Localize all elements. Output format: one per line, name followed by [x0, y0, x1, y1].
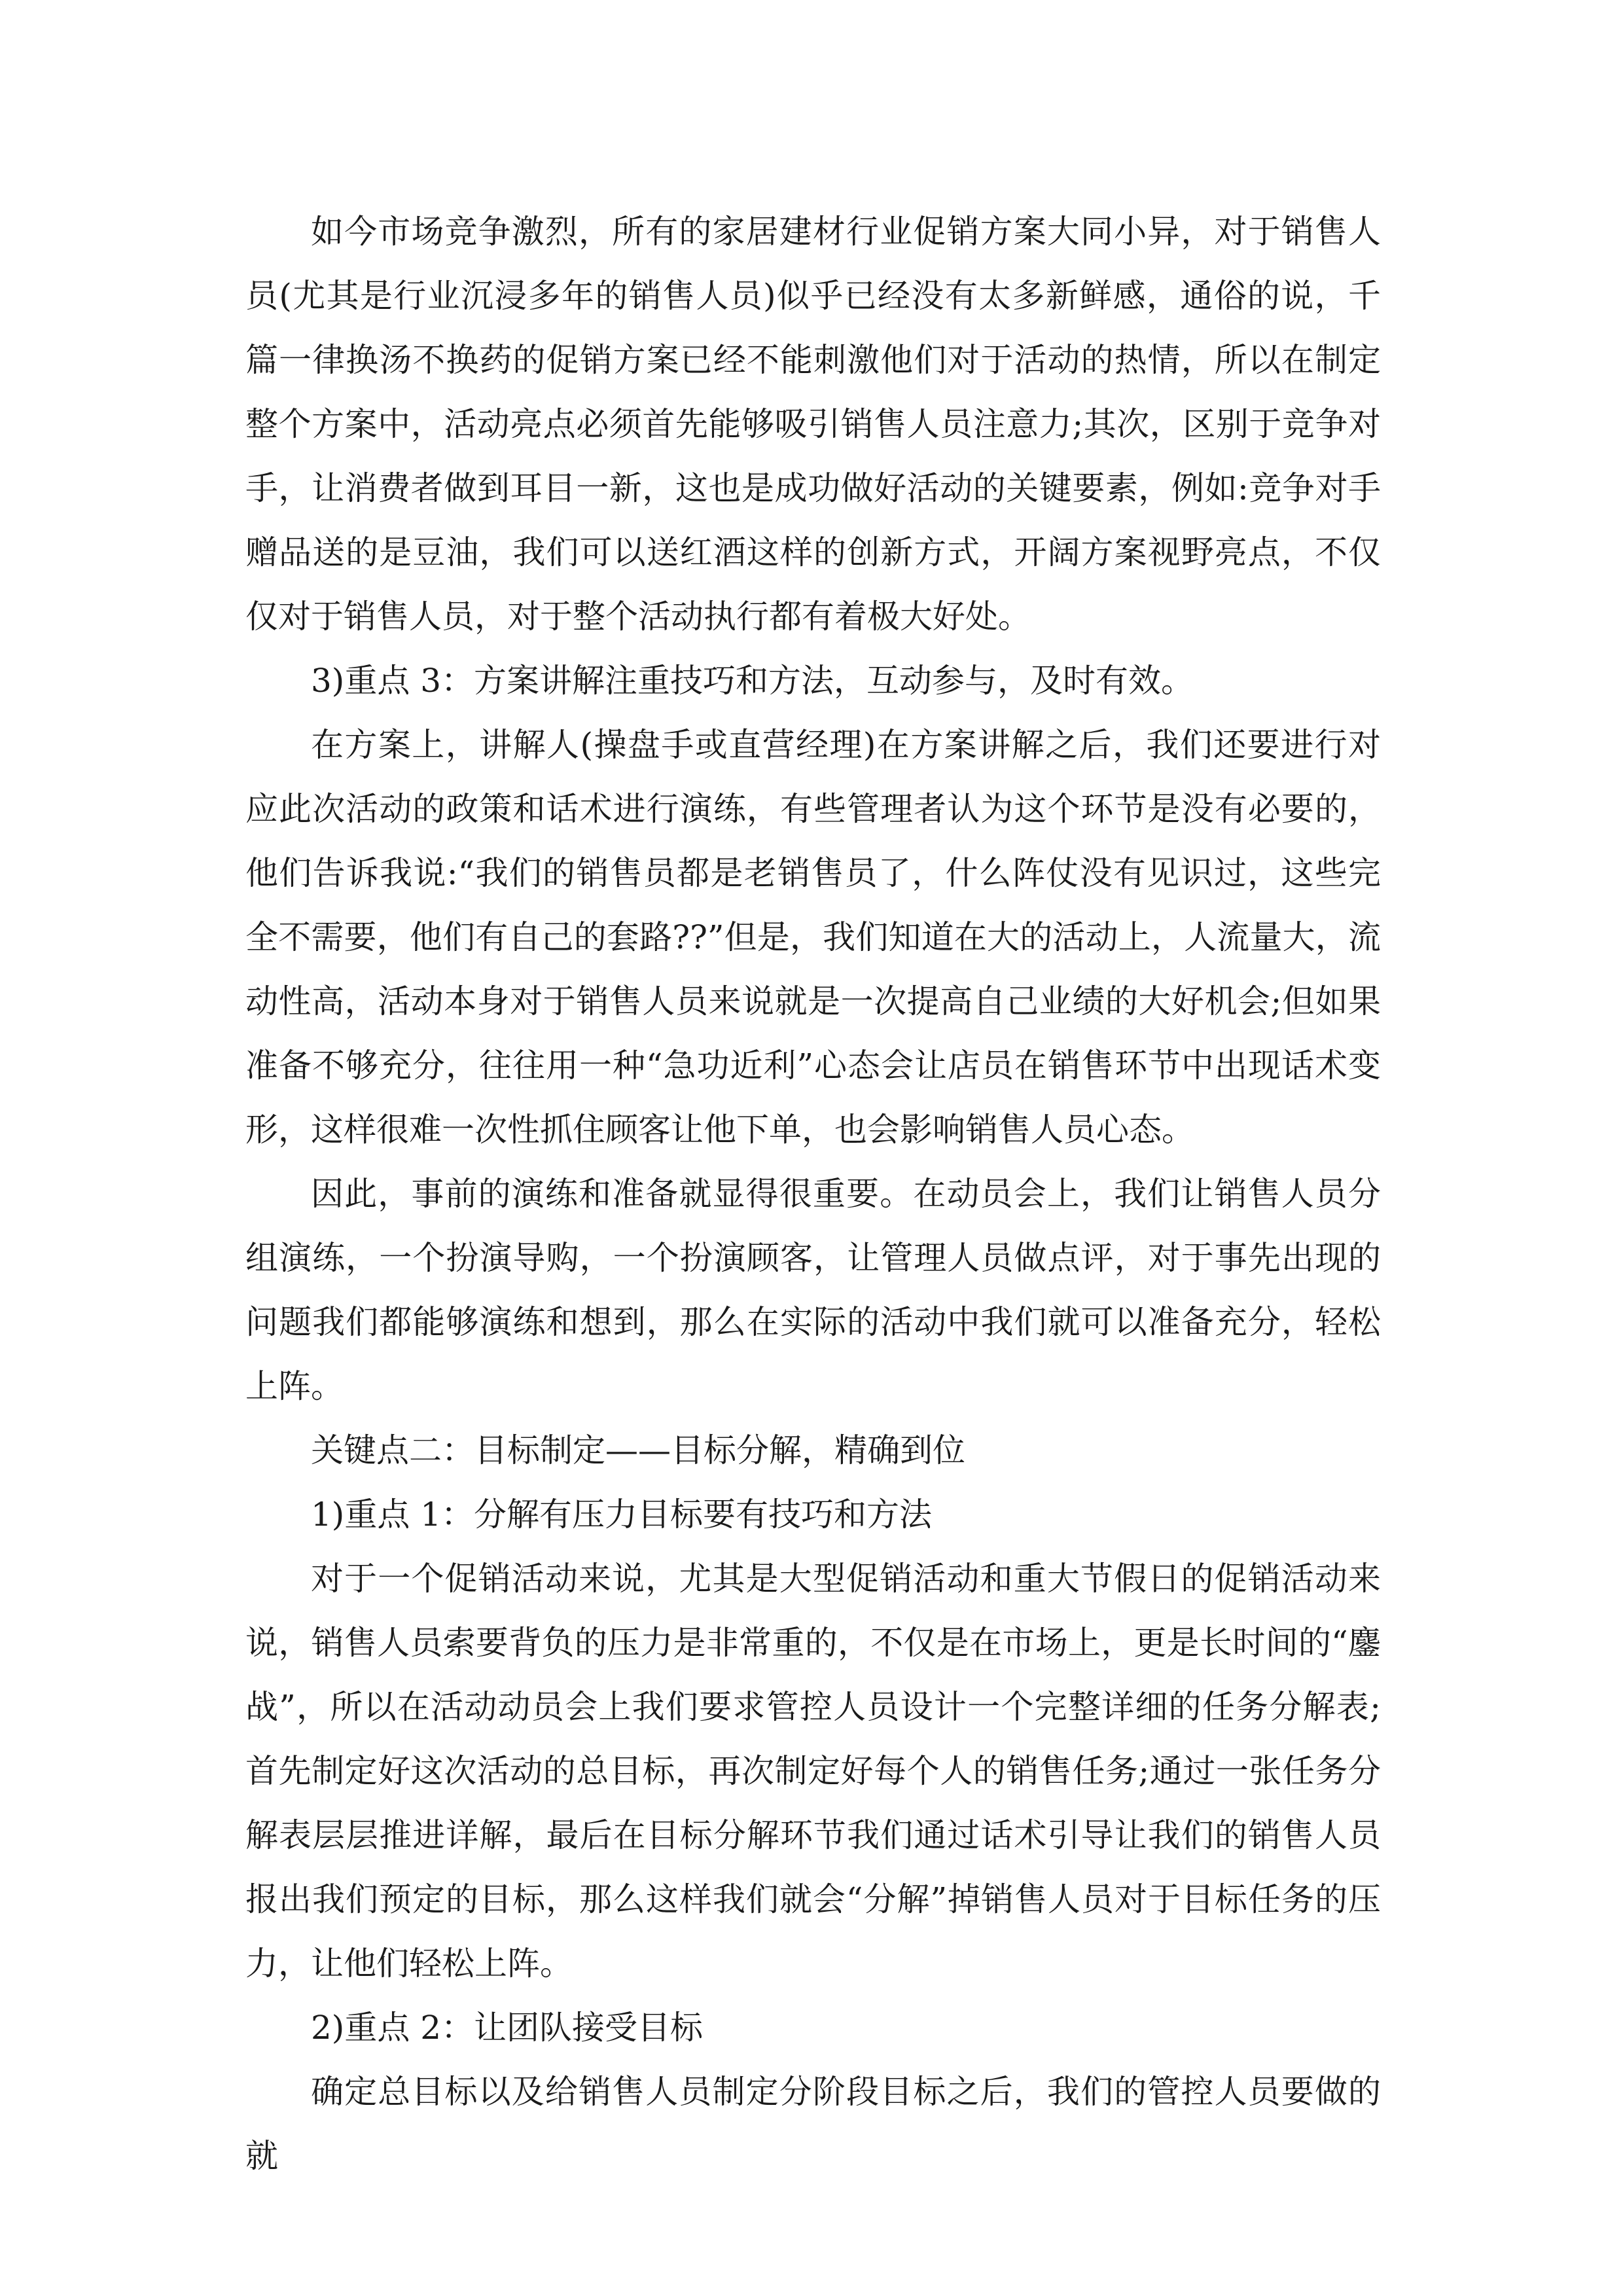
document-body	[245, 200, 1381, 2188]
paragraph-point-1-heading: 1)重点 1：分解有压力目标要有技巧和方法	[311, 1496, 933, 1534]
paragraph-point-3-heading: 3)重点 3：方案讲解注重技巧和方法，互动参与，及时有效。	[311, 662, 1194, 700]
paragraph-intro: 如今市场竞争激烈，所有的家居建材行业促销方案大同小异，对于销售人员(尤其是行业沉浸多年的销售人员)似乎已经没有太多新鲜感，通俗的说，千篇一律换汤不换药的促销方案已经不能刺激他们对于活动的热情，所以在制定整个方案中，活动亮点必须首先能够吸引销售人员注意力;其次，区别于竞争对手，让消费者做到耳目一新，这也是成功做好活动的关键要素，例如:竞争对手赠品送的是豆油，我们可以送红酒这样的创新方式，开阔方案视野亮点，不仅仅对于销售人员，对于整个活动执行都有着极大好处。	[245, 213, 1381, 636]
paragraph-team-accept-target: 确定总目标以及给销售人员制定分阶段目标之后，我们的管控人员要做的就	[245, 2073, 1381, 2175]
paragraph-rehearsal: 因此，事前的演练和准备就显得很重要。在动员会上，我们让销售人员分组演练，一个扮演导购，一个扮演顾客，让管理人员做点评，对于事先出现的问题我们都能够演练和想到，那么在实际的活动中我们就可以准备充分，轻松上阵。	[245, 1175, 1381, 1405]
paragraph-plan-explanation: 在方案上，讲解人(操盘手或直营经理)在方案讲解之后，我们还要进行对应此次活动的政策和话术进行演练，有些管理者认为这个环节是没有必要的，他们告诉我说:“我们的销售员都是老销售员了，什么阵仗没有见识过，这些完全不需要，他们有自己的套路??”但是，我们知道在大的活动上，人流量大，流动性高，活动本身对于销售人员来说就是一次提高自己业绩的大好机会;但如果准备不够充分，往往用一种“急功近利”心态会让店员在销售环节中出现话术变形，这样很难一次性抓住顾客让他下单，也会影响销售人员心态。	[245, 726, 1381, 1149]
paragraph-point-2-heading: 2)重点 2：让团队接受目标	[311, 2009, 704, 2047]
paragraph-target-decomposition: 对于一个促销活动来说，尤其是大型促销活动和重大节假日的促销活动来说，销售人员索要背负的压力是非常重的，不仅是在市场上，更是长时间的“鏖战”，所以在活动动员会上我们要求管控人员设计一个完整详细的任务分解表;首先制定好这次活动的总目标，再次制定好每个人的销售任务;通过一张任务分解表层层推进详解，最后在目标分解环节我们通过话术引导让我们的销售人员报出我们预定的目标，那么这样我们就会“分解”掉销售人员对于目标任务的压力，让他们轻松上阵。	[245, 1560, 1381, 1982]
section-heading-key-point-2: 关键点二：目标制定——目标分解，精确到位	[311, 1431, 965, 1469]
